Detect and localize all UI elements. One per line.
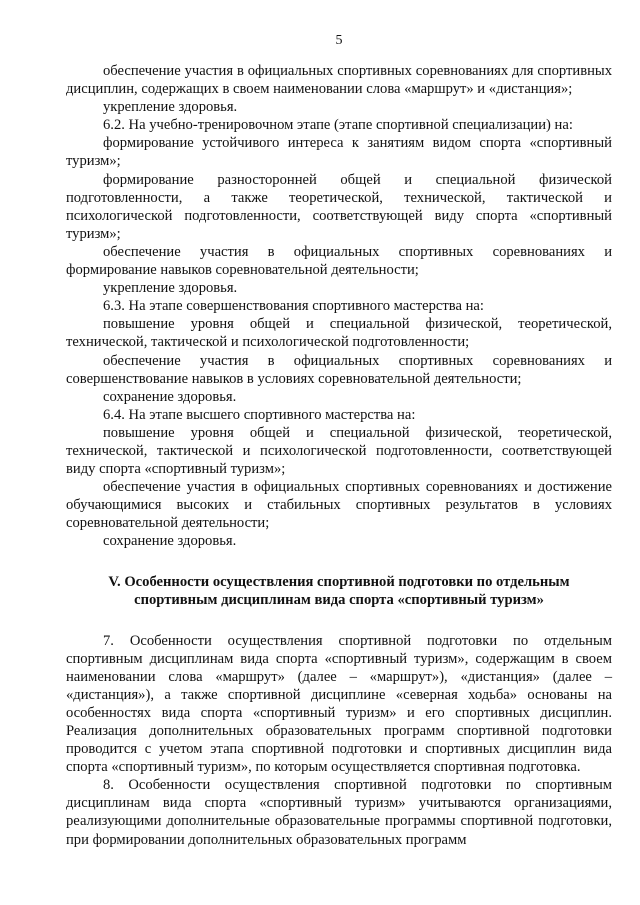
paragraph: обеспечение участия в официальных спортивных соревнованиях и достижение обучающимися высоких и стабильных спортивных результатов в условиях соревновательной деятельности; bbox=[66, 479, 612, 532]
page-number: 5 bbox=[335, 33, 343, 48]
section-heading-line: V. Особенности осуществления спортивной подготовки по отдельным bbox=[108, 573, 570, 590]
paragraph: 8. Особенности осуществления спортивной подготовки по спортивным дисциплинам вида спорта «спортивный туризм» учитываются организациями, реализующими дополнительные образовательные программы спортивной подготовки, при формировании дополнительных образовательных программ bbox=[66, 777, 612, 848]
paragraph: обеспечение участия в официальных спортивных соревнованиях для спортивных дисциплин, содержащих в своем наименовании слова «маршрут» и «дистанция»; bbox=[66, 63, 612, 98]
paragraph: 6.2. На учебно-тренировочном этапе (этапе спортивной специализации) на: bbox=[103, 117, 573, 134]
paragraph: укрепление здоровья. bbox=[103, 99, 238, 116]
paragraph: 6.3. На этапе совершенствования спортивного мастерства на: bbox=[103, 298, 484, 315]
paragraph: укрепление здоровья. bbox=[103, 280, 238, 297]
paragraph: формирование устойчивого интереса к занятиям видом спорта «спортивный туризм»; bbox=[66, 135, 612, 170]
section-heading bbox=[66, 573, 612, 610]
paragraph: повышение уровня общей и специальной физической, теоретической, технической, тактической и психологической подготовленности; bbox=[66, 316, 612, 351]
paragraph: повышение уровня общей и специальной физической, теоретической, технической, тактической и психологической подготовленности, соответствующей виду спорта «спортивный туризм»; bbox=[66, 424, 612, 478]
paragraph: сохранение здоровья. bbox=[103, 388, 237, 405]
paragraph: обеспечение участия в официальных спортивных соревнованиях и совершенствование навыков в условиях соревновательной деятельности; bbox=[66, 352, 612, 387]
section-heading-line: спортивным дисциплинам вида спорта «спортивный туризм» bbox=[134, 592, 544, 609]
paragraph: формирование разносторонней общей и специальной физической подготовленности, а также теоретической, технической, тактической и психологической подготовленности, соответствующей виду спорта «спортивный туризм»; bbox=[66, 171, 612, 242]
paragraph: 6.4. На этапе высшего спортивного мастерства на: bbox=[103, 406, 416, 423]
paragraph: обеспечение участия в официальных спортивных соревнованиях и формирование навыков соревновательной деятельности; bbox=[66, 243, 612, 279]
paragraph: 7. Особенности осуществления спортивной подготовки по отдельным спортивным дисциплинам вида спорта «спортивный туризм», содержащим в своем наименовании слова «маршрут» (далее – «маршрут»), «дистанция» (далее – «дистанция»), а также спортивной дисциплине «северная ходьба» основаны на особенностях вида спорта «спортивный туризм» и его спортивных дисциплин. Реализация дополнительных образовательных программ спортивной подготовки проводится с учетом этапа спортивной подготовки и спортивных дисциплин вида спорта «спортивный туризм», по которым осуществляется спортивная подготовка. bbox=[66, 632, 612, 776]
paragraph: сохранение здоровья. bbox=[103, 533, 237, 550]
